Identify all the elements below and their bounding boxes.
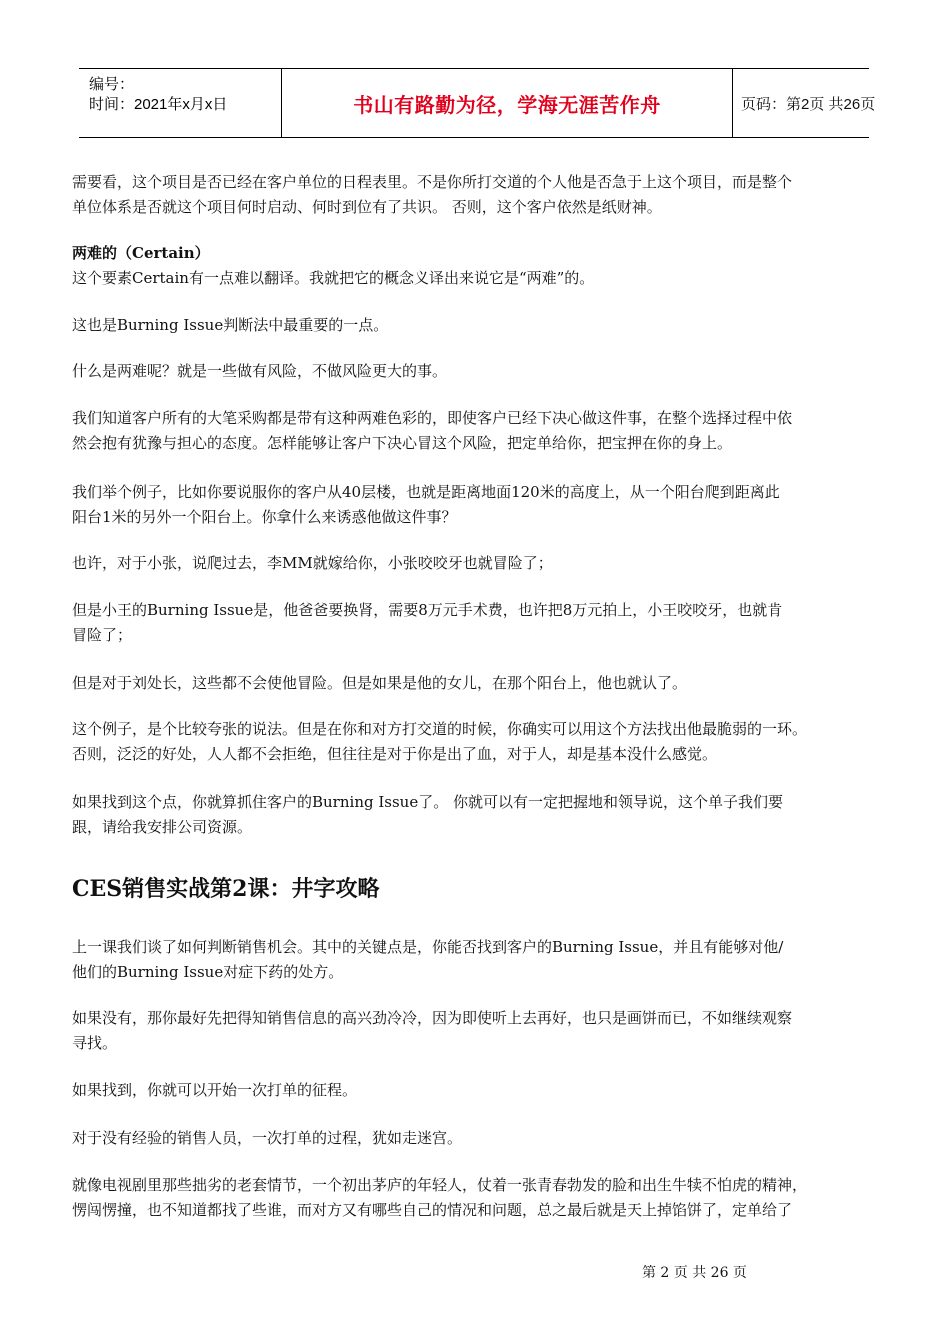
document-header bbox=[79, 68, 876, 138]
paragraph bbox=[72, 790, 884, 840]
section-title: CES销售实战第2课：井字攻略 bbox=[72, 876, 380, 902]
text-line: 对于没有经验的销售人员，一次打单的过程，犹如走迷宫。 bbox=[72, 1129, 463, 1147]
text-line: 跟，请给我安排公司资源。 bbox=[72, 818, 253, 836]
footer-page-number: 第 2 页 共 26 页 bbox=[641, 1265, 747, 1281]
text-line: 他们的Burning Issue对症下药的处方。 bbox=[72, 963, 344, 981]
text-line: 需要看，这个项目是否已经在客户单位的日程表里。不是你所打交道的个人他是否急于上这个项目，而是整个 bbox=[72, 173, 793, 191]
text-line: 我们举个例子，比如你要说服你的客户从40层楼，也就是距离地面120米的高度上，从一个阳台爬到距离此 bbox=[72, 483, 780, 501]
paragraph bbox=[72, 406, 884, 456]
number-label: 编号： bbox=[89, 76, 135, 93]
subheading: 两难的（Certain） bbox=[72, 244, 210, 262]
paragraph bbox=[72, 717, 884, 767]
paragraph bbox=[72, 1126, 884, 1151]
text-line: 如果没有，那你最好先把得知销售信息的高兴劲冷冷，因为即使听上去再好，也只是画饼而已，不如继续观察 bbox=[72, 1009, 793, 1027]
text-line: 冒险了； bbox=[72, 626, 133, 644]
text-line: 如果找到这个点，你就算抓住客户的Burning Issue了。 你就可以有一定把握地和领导说，这个单子我们要 bbox=[72, 793, 783, 811]
text-line: 单位体系是否就这个项目何时启动、何时到位有了共识。 否则，这个客户依然是纸财神。 bbox=[72, 198, 662, 216]
page-footer bbox=[0, 1246, 950, 1282]
page-info: 页码：第2页 共26页 bbox=[741, 96, 876, 113]
text-line: 但是小王的Burning Issue是，他爸爸要换肾，需要8万元手术费，也许把8万元拍上，小王咬咬牙，也就肯 bbox=[72, 601, 783, 619]
header-page-cell bbox=[733, 69, 876, 137]
paragraph bbox=[72, 241, 884, 291]
paragraph bbox=[72, 359, 884, 384]
text-line: 然会抱有犹豫与担心的态度。怎样能够让客户下决心冒这个风险，把定单给你，把宝押在你的身上。 bbox=[72, 434, 733, 452]
text-line: 否则，泛泛的好处，人人都不会拒绝，但往往是对于你是出了血，对于人，却是基本没什么感觉。 bbox=[72, 745, 718, 763]
text-line: 就像电视剧里那些拙劣的老套情节，一个初出茅庐的年轻人，仗着一张青春勃发的脸和出生牛犊不怕虎的精神， bbox=[72, 1176, 808, 1194]
text-line: 这也是Burning Issue判断法中最重要的一点。 bbox=[72, 316, 389, 334]
paragraph bbox=[72, 313, 884, 338]
header-motto-cell bbox=[282, 69, 733, 137]
text-line: 也许，对于小张，说爬过去，李MM就嫁给你，小张咬咬牙也就冒险了； bbox=[72, 554, 553, 572]
paragraph bbox=[72, 480, 884, 530]
text-line: 如果找到，你就可以开始一次打单的征程。 bbox=[72, 1081, 358, 1099]
paragraph bbox=[72, 935, 884, 985]
text-line: 愣闯愣撞，也不知道都找了些谁，而对方又有哪些自己的情况和问题，总之最后就是天上掉馅饼了，定单给了 bbox=[72, 1201, 793, 1219]
text-line: 寻找。 bbox=[72, 1034, 118, 1052]
paragraph bbox=[72, 1078, 884, 1103]
text-line: 这个要素Certain有一点难以翻译。我就把它的概念义译出来说它是“两难”的。 bbox=[72, 269, 595, 287]
time-label: 时间：2021年x月x日 bbox=[89, 96, 228, 113]
text-line: 阳台1米的另外一个阳台上。你拿什么来诱惑他做这件事？ bbox=[72, 508, 457, 526]
paragraph bbox=[72, 598, 884, 648]
motto: 书山有路勤为径，学海无涯苦作舟 bbox=[353, 93, 661, 117]
paragraph bbox=[72, 551, 884, 576]
text-line: 上一课我们谈了如何判断销售机会。其中的关键点是，你能否找到客户的Burning Issue，并且有能够对他/ bbox=[72, 938, 784, 956]
text-line: 这个例子，是个比较夸张的说法。但是在你和对方打交道的时候，你确实可以用这个方法找出他最脆弱的一环。 bbox=[72, 720, 808, 738]
paragraph bbox=[72, 1173, 884, 1223]
paragraph bbox=[72, 1006, 884, 1056]
text-line: 但是对于刘处长，这些都不会使他冒险。但是如果是他的女儿，在那个阳台上，他也就认了。 bbox=[72, 674, 688, 692]
text-line: 什么是两难呢？就是一些做有风险，不做风险更大的事。 bbox=[72, 362, 448, 380]
text-line: 我们知道客户所有的大笔采购都是带有这种两难色彩的，即使客户已经下决心做这件事，在整个选择过程中依 bbox=[72, 409, 793, 427]
header-meta-cell bbox=[79, 69, 282, 137]
paragraph bbox=[72, 170, 884, 220]
paragraph bbox=[72, 671, 884, 696]
